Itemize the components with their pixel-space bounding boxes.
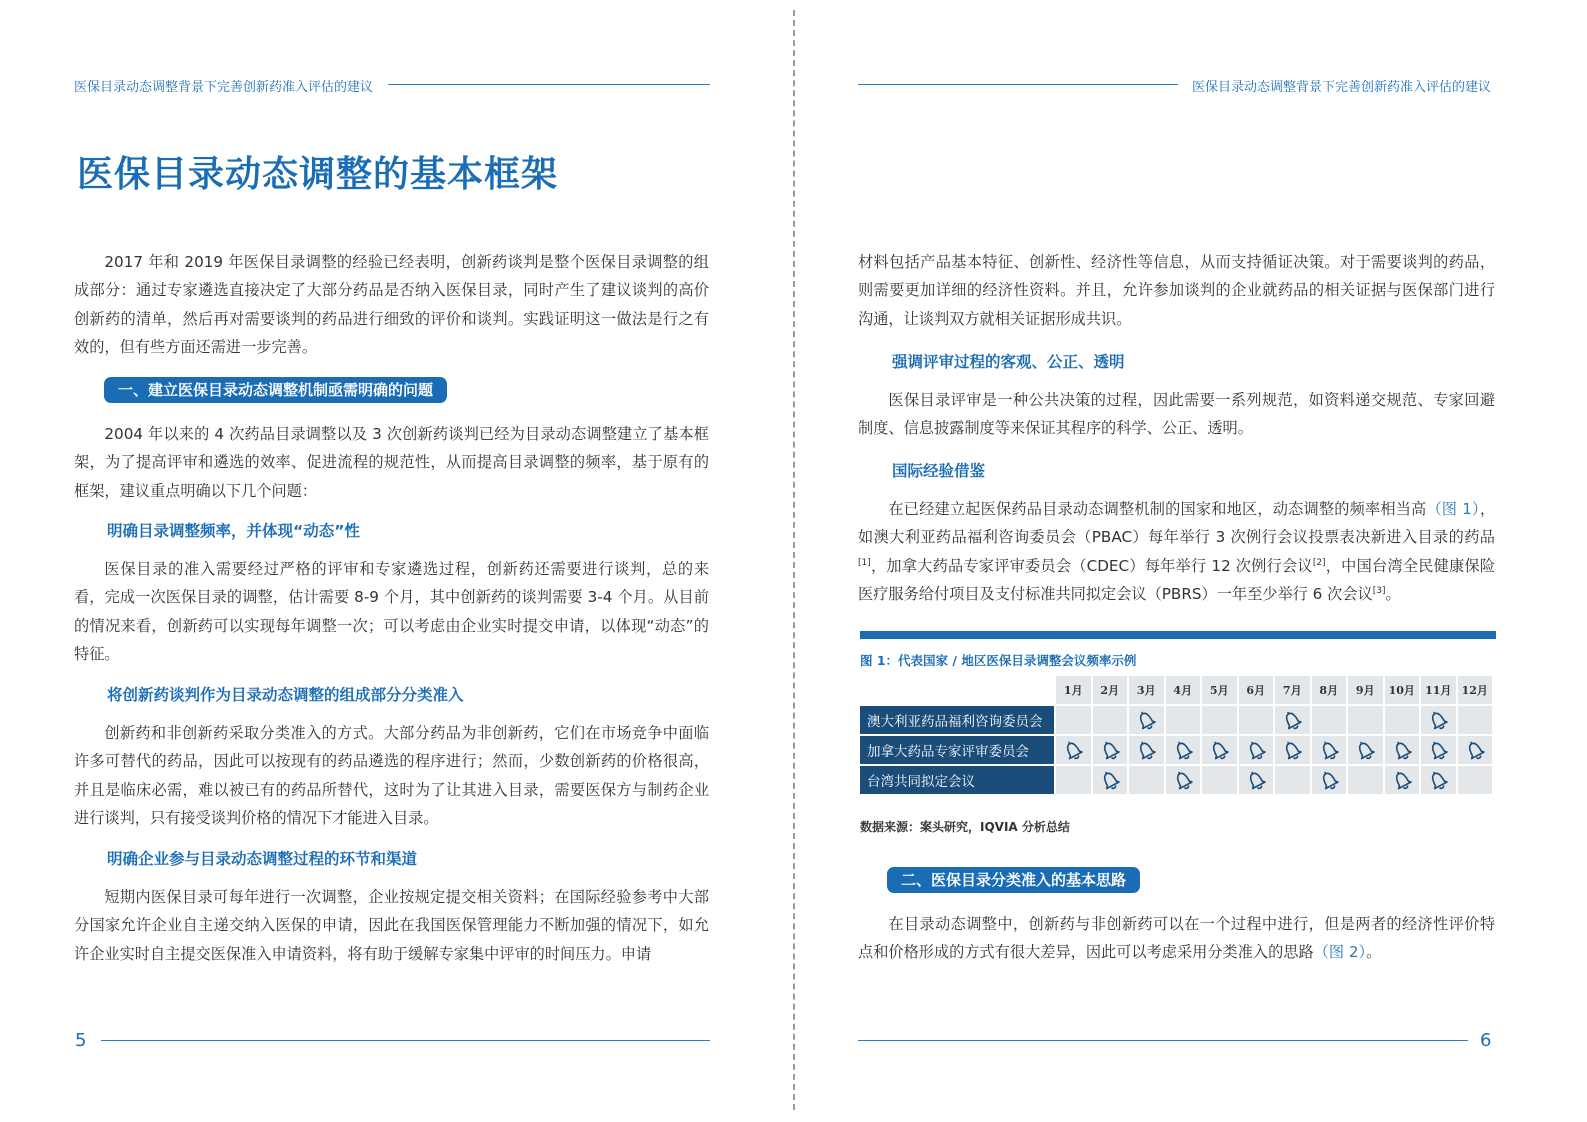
paragraph: 短期内医保目录可每年进行一次调整，企业按规定提交相关资料；在国际经验参考中大部分国家允许企业自主递交纳入医保的申请，因此在我国医保管理能力不断加强的情况下，如允许企业实时自主提交医保准入申请资料，将有助于缓解专家集中评审的时间压力。申请 [74, 888, 709, 963]
footer-rule [101, 1040, 710, 1041]
figure-reference-link[interactable]: （图 1） [1426, 500, 1480, 518]
row-label: 加拿大药品专家评审委员会 [860, 736, 1054, 764]
subheading: 明确目录调整频率，并体现“动态”性 [107, 522, 360, 540]
paragraph [858, 910, 1495, 967]
month-cell [1093, 766, 1128, 794]
month-cell [1275, 766, 1310, 794]
bell-icon [1385, 767, 1420, 793]
table-row [860, 706, 1492, 734]
paragraph [858, 495, 1495, 608]
text-run: 。 [1385, 584, 1401, 603]
bell-icon [1275, 707, 1310, 733]
bell-icon [1239, 737, 1274, 763]
table-corner [860, 676, 1054, 704]
bell-icon [1239, 767, 1274, 793]
bell-icon [1093, 737, 1128, 763]
month-cell [1421, 766, 1456, 794]
month-cell [1239, 706, 1274, 734]
bell-icon [1312, 737, 1347, 763]
month-cell [1421, 736, 1456, 764]
subheading: 强调评审过程的客观、公正、透明 [892, 353, 1125, 371]
text-run: ，如澳大利亚药品福利咨询委员会（PBAC）每年举行 3 次例行会议投票表决新进入目录的药品 [858, 500, 1496, 547]
page-title: 医保目录动态调整的基本框架 [77, 154, 559, 195]
month-header: 11月 [1421, 676, 1456, 704]
running-header: 医保目录动态调整背景下完善创新药准入评估的建议 [1192, 80, 1492, 95]
figure-top-bar [860, 631, 1496, 639]
month-cell [1202, 706, 1237, 734]
month-cell [1129, 736, 1164, 764]
bell-icon [1093, 767, 1128, 793]
row-label: 台湾共同拟定会议 [860, 766, 1054, 794]
meeting-frequency-table [858, 674, 1494, 796]
month-header-row [860, 676, 1492, 704]
subheading: 明确企业参与目录动态调整过程的环节和渠道 [107, 850, 418, 868]
citation-marker: [3] [1372, 585, 1386, 596]
month-header: 8月 [1312, 676, 1347, 704]
month-cell [1166, 766, 1201, 794]
month-cell [1056, 766, 1091, 794]
bell-icon [1129, 707, 1164, 733]
right-page [794, 0, 1587, 1122]
month-cell [1312, 766, 1347, 794]
month-cell [1166, 706, 1201, 734]
month-cell [1202, 766, 1237, 794]
paragraph: 创新药和非创新药采取分类准入的方式。大部分药品为非创新药，它们在市场竞争中面临许多可替代的药品，因此可以按现有的药品遴选的程序进行；然而，少数创新药的价格很高，并且是临床必需，难以被已有的药品所替代，这时为了让其进入目录，需要医保方与制药企业进行谈判，只有接受谈判价格的情况下才能进入目录。 [74, 724, 709, 827]
month-cell [1239, 736, 1274, 764]
table-row [860, 766, 1492, 794]
month-cell [1093, 706, 1128, 734]
bell-icon [1166, 767, 1201, 793]
paragraph: 医保目录的准入需要经过严格的评审和专家遴选过程，创新药还需要进行谈判，总的来看，完成一次医保目录的调整，估计需要 8-9 个月，其中创新药的谈判需要 3-4 个月。从目前的情况来看，创新药可以实现每年调整一次；可以考虑由企业实时提交申请，以体现“动态”的特征。 [74, 560, 709, 663]
month-cell [1312, 706, 1347, 734]
bell-icon [1129, 737, 1164, 763]
running-header: 医保目录动态调整背景下完善创新药准入评估的建议 [74, 80, 374, 95]
bell-icon [1348, 737, 1383, 763]
bell-icon [1421, 707, 1456, 733]
month-cell [1458, 706, 1493, 734]
bell-icon [1202, 737, 1237, 763]
month-cell [1239, 766, 1274, 794]
month-cell [1056, 706, 1091, 734]
month-header: 7月 [1275, 676, 1310, 704]
month-header: 6月 [1239, 676, 1274, 704]
month-header: 3月 [1129, 676, 1164, 704]
month-header: 12月 [1458, 676, 1493, 704]
month-cell [1129, 766, 1164, 794]
header-rule [388, 84, 710, 85]
month-cell [1348, 766, 1383, 794]
bell-icon [1421, 737, 1456, 763]
month-header: 10月 [1385, 676, 1420, 704]
footer-rule [858, 1040, 1468, 1041]
text-run: 在目录动态调整中，创新药与非创新药可以在一个过程中进行，但是两者的经济性评价特点和价格形成的方式有很大差异，因此可以考虑采用分类准入的思路 [858, 915, 1495, 962]
month-cell [1385, 766, 1420, 794]
page-number: 6 [1480, 1030, 1492, 1051]
section-heading: 二、医保目录分类准入的基本思路 [887, 867, 1140, 893]
month-cell [1093, 736, 1128, 764]
citation-marker: [2] [1312, 557, 1326, 568]
month-header: 5月 [1202, 676, 1237, 704]
row-label: 澳大利亚药品福利咨询委员会 [860, 706, 1054, 734]
month-header: 4月 [1166, 676, 1201, 704]
month-cell [1385, 736, 1420, 764]
month-cell [1202, 736, 1237, 764]
bell-icon [1458, 737, 1493, 763]
month-cell [1129, 706, 1164, 734]
left-page [0, 0, 793, 1122]
paragraph: 2017 年和 2019 年医保目录调整的经验已经表明，创新药谈判是整个医保目录调整的组成部分：通过专家遴选直接决定了大部分药品是否纳入医保目录，同时产生了建议谈判的高价创新药的清单，然后再对需要谈判的药品进行细致的评价和谈判。实践证明这一做法是行之有效的，但有些方面还需进一步完善。 [74, 253, 709, 356]
month-header: 2月 [1093, 676, 1128, 704]
month-cell [1166, 736, 1201, 764]
bell-icon [1385, 737, 1420, 763]
subheading: 将创新药谈判作为目录动态调整的组成部分分类准入 [107, 686, 464, 704]
month-header: 9月 [1348, 676, 1383, 704]
month-header: 1月 [1056, 676, 1091, 704]
month-cell [1421, 706, 1456, 734]
bell-icon [1166, 737, 1201, 763]
figure-caption: 图 1：代表国家 / 地区医保目录调整会议频率示例 [860, 653, 1137, 668]
text-run: ，中国台湾全民健康保险医疗服务给付项目及支付标准共同拟定会议（PBRS）一年至少举行 6 次会议 [858, 556, 1496, 603]
bell-icon [1275, 737, 1310, 763]
data-source-note: 数据来源：案头研究，IQVIA 分析总结 [860, 820, 1070, 834]
month-cell [1458, 736, 1493, 764]
subheading: 国际经验借鉴 [892, 462, 986, 480]
month-cell [1385, 706, 1420, 734]
text-run: ，加拿大药品专家评审委员会（CDEC）每年举行 12 次例行会议 [870, 556, 1313, 575]
month-cell [1275, 736, 1310, 764]
month-cell [1056, 736, 1091, 764]
section-heading: 一、建立医保目录动态调整机制亟需明确的问题 [104, 377, 447, 403]
paragraph: 材料包括产品基本特征、创新性、经济性等信息，从而支持循证决策。对于需要谈判的药品，则需要更加详细的经济性资料。并且，允许参加谈判的企业就药品的相关证据与医保部门进行沟通，让谈判双方就相关证据形成共识。 [858, 253, 1495, 328]
month-cell [1312, 736, 1347, 764]
citation-marker: [1] [858, 557, 871, 568]
paragraph: 医保目录评审是一种公共决策的过程，因此需要一系列规范，如资料递交规范、专家回避制度、信息披露制度等来保证其程序的科学、公正、透明。 [858, 391, 1495, 438]
text-run: 在已经建立起医保药品目录动态调整机制的国家和地区，动态调整的频率相当高 [888, 500, 1427, 518]
paragraph: 2004 年以来的 4 次药品目录调整以及 3 次创新药谈判已经为目录动态调整建立了基本框架，为了提高评审和遴选的效率、促进流程的规范性，从而提高目录调整的频率，基于原有的框架，建议重点明确以下几个问题： [74, 425, 709, 500]
figure-reference-link[interactable]: （图 2） [1313, 943, 1367, 962]
bell-icon [1421, 767, 1456, 793]
text-run: 。 [1366, 943, 1382, 962]
month-cell [1348, 706, 1383, 734]
page-number: 5 [75, 1030, 87, 1051]
month-cell [1348, 736, 1383, 764]
bell-icon [1312, 767, 1347, 793]
header-rule [858, 84, 1178, 85]
month-cell [1275, 706, 1310, 734]
table-row [860, 736, 1492, 764]
bell-icon [1056, 737, 1091, 763]
month-cell [1458, 766, 1493, 794]
